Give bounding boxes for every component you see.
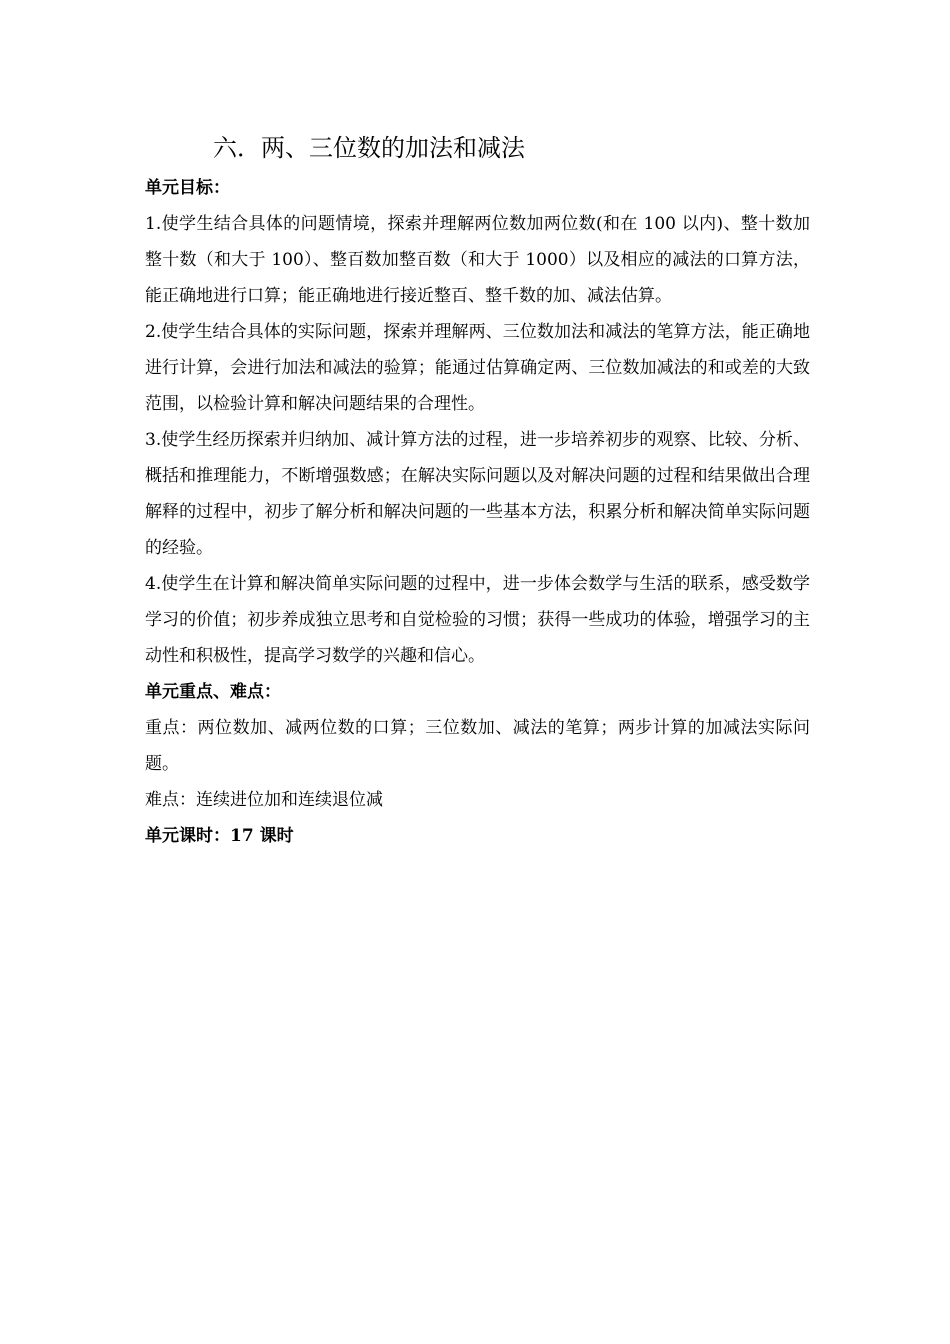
goals-heading: 单元目标： xyxy=(145,178,230,198)
unit-hours: 单元课时：17 课时 xyxy=(145,826,294,846)
goal-item-3: 3.使学生经历探索并归纳加、减计算方法的过程，进一步培养初步的观察、比较、分析、概括和推理能力，不断增强数感；在解决实际问题以及对解决问题的过程和结果做出合理解释的过程中，初步了解分析和解决问题的一些基本方法，积累分析和解决简单实际问题的经验。 xyxy=(145,430,810,558)
goal-item-1: 1.使学生结合具体的问题情境，探索并理解两位数加两位数(和在 100 以内)、整十数加整十数（和大于 100）、整百数加整百数（和大于 1000）以及相应的减法的口算方法，能正确地进行口算；能正确地进行接近整百、整千数的加、减法估算。 xyxy=(145,214,810,306)
unit-title: 六．两、三位数的加法和减法 xyxy=(213,134,525,162)
document-body xyxy=(145,170,810,854)
goal-item-2: 2.使学生结合具体的实际问题，探索并理解两、三位数加法和减法的笔算方法，能正确地进行计算，会进行加法和减法的验算；能通过估算确定两、三位数加减法的和或差的大致范围，以检验计算和解决问题结果的合理性。 xyxy=(145,322,810,414)
key-difficult-heading: 单元重点、难点： xyxy=(145,682,281,702)
goal-item-4: 4.使学生在计算和解决简单实际问题的过程中，进一步体会数学与生活的联系，感受数学学习的价值；初步养成独立思考和自觉检验的习惯；获得一些成功的体验，增强学习的主动性和积极性，提高学习数学的兴趣和信心。 xyxy=(145,574,810,666)
key-points: 重点：两位数加、减两位数的口算；三位数加、减法的笔算；两步计算的加减法实际问题。 xyxy=(145,718,810,774)
difficult-points: 难点：连续进位加和连续退位减 xyxy=(145,790,383,810)
